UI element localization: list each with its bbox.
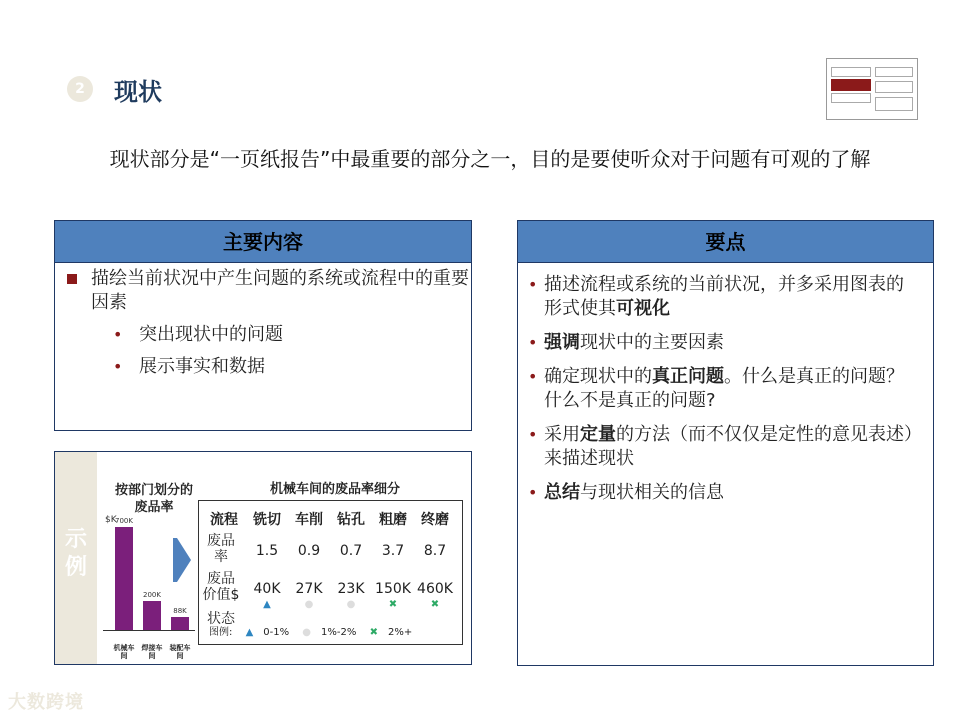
key-point <box>518 481 933 505</box>
table-cell: 8.7 <box>423 543 447 559</box>
report-thumbnail <box>826 58 918 120</box>
scrap-rate-table <box>198 500 463 645</box>
bullet-icon: • <box>528 333 538 352</box>
right-arrow-icon <box>177 538 191 582</box>
row-label: 废品率 <box>207 533 235 565</box>
circle-icon: ● <box>302 627 312 638</box>
point-emphasis: 强调 <box>544 332 580 353</box>
point-text: 的方法（而不仅仅是定性的意见表述）来描述现状 <box>544 424 913 469</box>
column-header: 钻孔 <box>337 512 365 528</box>
legend-item: 2%+ <box>387 627 413 638</box>
circle-icon: ● <box>346 599 356 610</box>
cross-icon: ✖ <box>369 627 378 638</box>
cross-icon: ✖ <box>430 599 440 610</box>
bar-value-label: 88K <box>173 607 187 616</box>
point-text: 现状中的主要因素 <box>580 332 724 353</box>
bullet-icon: • <box>113 357 123 376</box>
bar-value-label: 200K <box>143 590 161 599</box>
circle-icon: ● <box>304 599 314 610</box>
example-box <box>54 451 472 665</box>
bar-value-label: 700K <box>115 517 133 526</box>
column-header: 铣切 <box>253 512 281 528</box>
bar <box>171 617 189 630</box>
table-cell: 460K <box>417 581 453 597</box>
legend-item: 0-1% <box>263 627 290 638</box>
sub-item <box>55 355 471 379</box>
column-header: 流程 <box>210 512 238 528</box>
table-cell: 150K <box>375 581 411 597</box>
table-cell: 3.7 <box>381 543 405 559</box>
x-axis <box>103 630 195 631</box>
point-emphasis: 可视化 <box>616 298 670 319</box>
legend-item: 1%-2% <box>321 627 357 638</box>
bar <box>115 527 133 630</box>
table-cell: 1.5 <box>255 543 279 559</box>
key-point <box>518 331 933 355</box>
bar <box>143 601 161 630</box>
row-label: 废品价值$ <box>202 571 240 603</box>
table-cell: 0.7 <box>339 543 363 559</box>
cross-icon: ✖ <box>388 599 398 610</box>
chart-unit: $K <box>105 515 117 525</box>
sub-item <box>55 323 471 347</box>
legend-label: 图例: <box>209 627 233 638</box>
point-text: 采用 <box>544 424 580 445</box>
page-subtitle: 现状部分是“一页纸报告”中最重要的部分之一，目的是要使听众对于问题有可观的了解 <box>109 147 871 171</box>
main-content-title: 主要内容 <box>55 221 471 263</box>
chart-title: 按部门划分的废品率 <box>114 483 193 515</box>
point-text: 确定现状中的 <box>544 366 652 387</box>
column-header: 终磨 <box>421 512 449 528</box>
table-title: 机械车间的废品率细分 <box>269 482 400 497</box>
key-point <box>518 273 933 321</box>
main-content-text: 描绘当前状况中产生问题的系统或流程中的重要因素 <box>91 268 469 313</box>
point-text: 与现状相关的信息 <box>580 482 724 503</box>
category-label: 装配车间 <box>169 644 191 660</box>
point-text: 。什么是真正的问题？什么不是真正的问题? <box>544 366 904 411</box>
category-label: 机械车间 <box>113 644 135 660</box>
column-header: 车削 <box>295 512 323 528</box>
square-bullet-icon <box>67 274 77 284</box>
triangle-icon: ▲ <box>263 599 271 610</box>
triangle-icon: ▲ <box>245 627 254 638</box>
sub-item-text: 突出现状中的问题 <box>139 324 283 345</box>
point-emphasis: 总结 <box>544 482 580 503</box>
key-point <box>518 365 933 413</box>
bullet-icon: • <box>528 275 538 294</box>
category-label: 焊接车间 <box>141 644 163 660</box>
point-text: 描述流程或系统的当前状况，并多采用图表的形式使其 <box>544 274 904 319</box>
table-cell: 40K <box>253 581 281 597</box>
example-side-label: 示例 <box>55 452 97 664</box>
key-points-panel <box>517 220 934 666</box>
table-cell: 0.9 <box>297 543 321 559</box>
row-label: 状态 <box>207 611 235 627</box>
bullet-icon: • <box>528 367 538 386</box>
section-title: 现状 <box>114 78 162 106</box>
point-emphasis: 定量 <box>580 424 616 445</box>
watermark-logo: 大数跨境 <box>8 692 84 713</box>
table-cell: 23K <box>337 581 365 597</box>
bullet-icon: • <box>113 325 123 344</box>
bullet-icon: • <box>528 483 538 502</box>
column-header: 粗磨 <box>379 512 407 528</box>
key-point <box>518 423 933 471</box>
key-points-title: 要点 <box>518 221 933 263</box>
table-cell: 27K <box>295 581 323 597</box>
sub-item-text: 展示事实和数据 <box>139 356 265 377</box>
main-content-panel <box>54 220 472 431</box>
main-content-item <box>55 267 471 315</box>
point-emphasis: 真正问题 <box>652 366 724 387</box>
section-number-badge: 2 <box>67 76 93 102</box>
bullet-icon: • <box>528 425 538 444</box>
